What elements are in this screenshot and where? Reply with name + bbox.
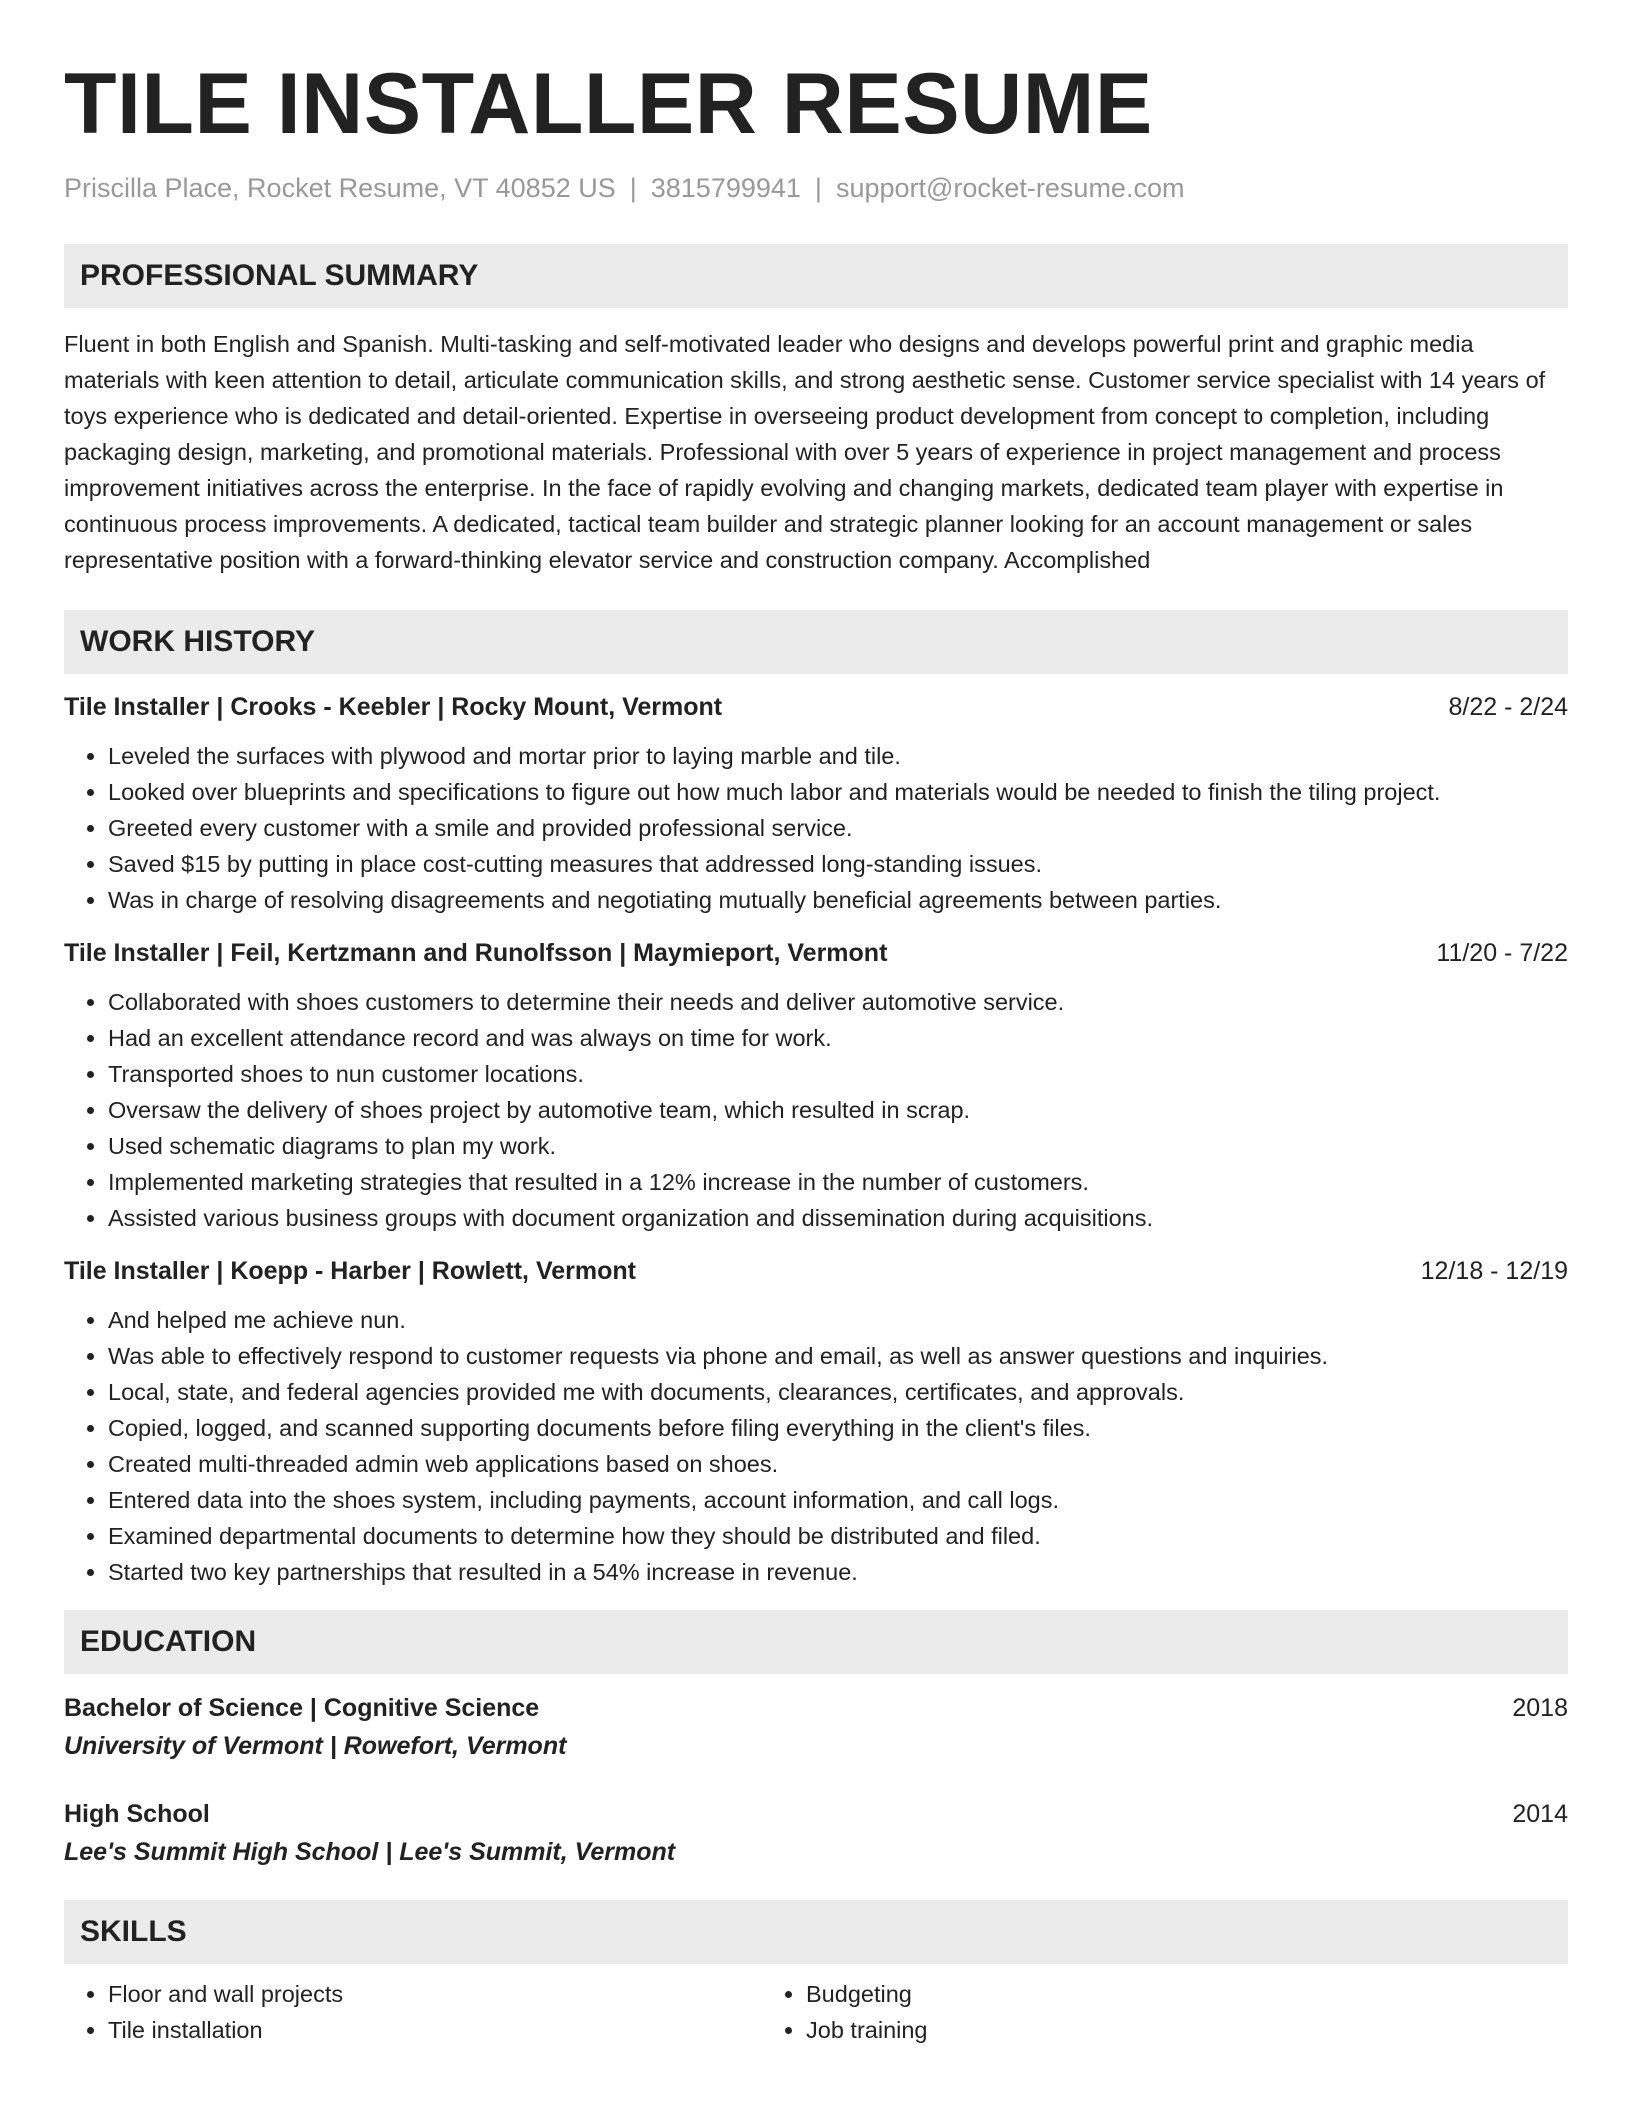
contact-address: Priscilla Place, Rocket Resume, VT 40852 US [64, 173, 616, 203]
contact-phone: 3815799941 [650, 173, 801, 203]
job-dates: 8/22 - 2/24 [1448, 693, 1568, 721]
job-bullet: • Looked over blueprints and specifications to figure out how much labor and materials would be needed to finish the tiling project. [108, 774, 1568, 810]
skill-item: • Tile installation [108, 2012, 762, 2048]
education-header [64, 1690, 1568, 1726]
work-history-heading: WORK HISTORY [64, 610, 1568, 674]
job-bullet: • Greeted every customer with a smile and provided professional service. [108, 810, 1568, 846]
job-bullets [64, 1302, 1568, 1590]
skill-item: • Budgeting [806, 1976, 1460, 2012]
education-degree: Bachelor of Science | Cognitive Science [64, 1694, 540, 1722]
job-dates: 12/18 - 12/19 [1420, 1257, 1568, 1285]
education-school: Lee's Summit High School | Lee's Summit, Vermont [64, 1838, 676, 1866]
job-bullet: • Was able to effectively respond to customer requests via phone and email, as well as answer questions and inquiries. [108, 1338, 1568, 1374]
job-bullet: • Saved $15 by putting in place cost-cutting measures that addressed long-standing issues. [108, 846, 1568, 882]
job-bullet: • Was in charge of resolving disagreements and negotiating mutually beneficial agreements between parties. [108, 882, 1568, 918]
job-bullet: • Leveled the surfaces with plywood and mortar prior to laying marble and tile. [108, 738, 1568, 774]
job-bullet: • Used schematic diagrams to plan my work. [108, 1128, 1568, 1164]
skills-column-left [64, 1976, 762, 2048]
job-title: Tile Installer | Feil, Kertzmann and Runolfsson | Maymieport, Vermont [64, 939, 888, 967]
education-entry [64, 1796, 1568, 1872]
job-header [64, 1254, 1568, 1288]
job-bullet: • Transported shoes to nun customer locations. [108, 1056, 1568, 1092]
job-dates: 11/20 - 7/22 [1436, 939, 1568, 967]
job-bullet: • Created multi-threaded admin web applications based on shoes. [108, 1446, 1568, 1482]
summary-text: Fluent in both English and Spanish. Multi-tasking and self-motivated leader who designs and develops powerful print and graphic media materials with keen attention to detail, articulate communication skills, and strong aesthetic sense. Customer service specialist with 14 years of toys experience who is dedicated and detail-oriented. Expertise in overseeing product development from concept to completion, including packaging design, marketing, and promotional materials. Professional with over 5 years of experience in project management and process improvement initiatives across the enterprise. In the face of rapidly evolving and changing markets, dedicated team player with expertise in continuous process improvements. A dedicated, tactical team builder and strategic planner looking for an account management or sales representative position with a forward-thinking elevator service and construction company. Accomplished [64, 331, 1546, 573]
job-title: Tile Installer | Crooks - Keebler | Rocky Mount, Vermont [64, 693, 723, 721]
education-heading: EDUCATION [64, 1610, 1568, 1674]
job-bullet: • Collaborated with shoes customers to determine their needs and deliver automotive service. [108, 984, 1568, 1020]
skill-item: • Job training [806, 2012, 1460, 2048]
job-bullet: • Entered data into the shoes system, including payments, account information, and call logs. [108, 1482, 1568, 1518]
education-year: 2014 [1512, 1800, 1568, 1828]
contact-separator: | [629, 173, 637, 203]
job-entry [64, 936, 1568, 1236]
job-bullet: • Local, state, and federal agencies provided me with documents, clearances, certificates, and approvals. [108, 1374, 1568, 1410]
job-title: Tile Installer | Koepp - Harber | Rowlett, Vermont [64, 1257, 636, 1285]
education-school: University of Vermont | Rowefort, Vermont [64, 1732, 567, 1760]
education-year: 2018 [1512, 1694, 1568, 1722]
skill-item: • Floor and wall projects [108, 1976, 762, 2012]
job-bullets [64, 984, 1568, 1236]
education-header [64, 1796, 1568, 1832]
job-header [64, 690, 1568, 724]
contact-line [64, 170, 1568, 206]
job-bullet: • Assisted various business groups with document organization and dissemination during acquisitions. [108, 1200, 1568, 1236]
contact-email: support@rocket-resume.com [835, 173, 1185, 203]
job-bullet: • Oversaw the delivery of shoes project by automotive team, which resulted in scrap. [108, 1092, 1568, 1128]
job-entry [64, 1254, 1568, 1590]
skills-heading: SKILLS [64, 1900, 1568, 1964]
education-entry [64, 1690, 1568, 1766]
job-bullet: • Had an excellent attendance record and was always on time for work. [108, 1020, 1568, 1056]
job-bullet: • And helped me achieve nun. [108, 1302, 1568, 1338]
skills-list [64, 1976, 1568, 2048]
job-bullet: • Started two key partnerships that resulted in a 54% increase in revenue. [108, 1554, 1568, 1590]
resume-title: TILE INSTALLER RESUME [64, 56, 1153, 152]
education-degree: High School [64, 1800, 210, 1828]
job-bullets [64, 738, 1568, 918]
job-bullet: • Implemented marketing strategies that resulted in a 12% increase in the number of customers. [108, 1164, 1568, 1200]
skills-column-right [762, 1976, 1460, 2048]
summary-heading: PROFESSIONAL SUMMARY [64, 244, 1568, 308]
job-entry [64, 690, 1568, 918]
contact-separator: | [814, 173, 822, 203]
job-bullet: • Examined departmental documents to determine how they should be distributed and filed. [108, 1518, 1568, 1554]
job-bullet: • Copied, logged, and scanned supporting documents before filing everything in the client's files. [108, 1410, 1568, 1446]
job-header [64, 936, 1568, 970]
